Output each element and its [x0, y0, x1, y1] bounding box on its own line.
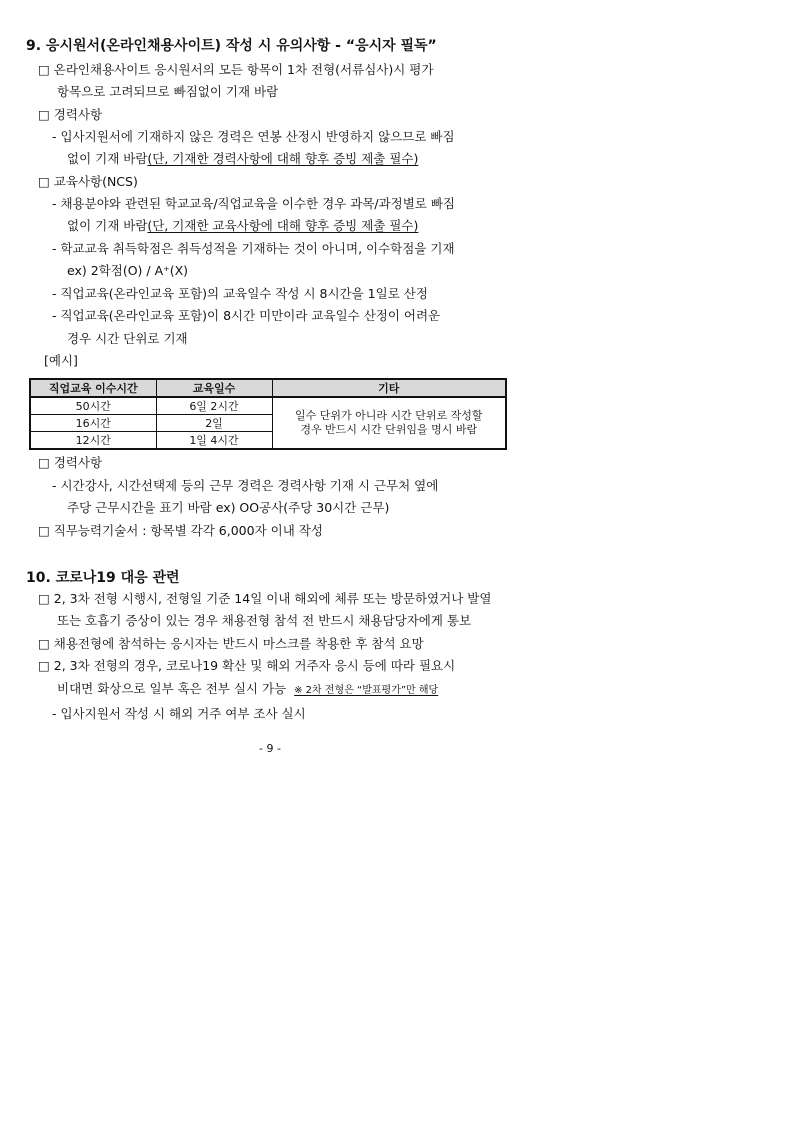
career-line-2-text: 없이 기재 바람 [67, 151, 148, 166]
section-9-item-1-line-1: □ 온라인채용사이트 응시원서의 모든 항목이 1차 전형(서류심사)시 평가 [38, 62, 434, 77]
section-10-item-1-line-2: 또는 호흡기 증상이 있는 경우 채용전형 참석 전 반드시 채용담당자에게 통보 [57, 613, 472, 628]
page-number: - 9 - [259, 742, 281, 755]
section-10-item-4: - 입사지원서 작성 시 해외 거주 여부 조사 실시 [52, 706, 306, 721]
section-10-item-3-note: ※ 2차 전형은 “발표평가”만 해당 [294, 685, 439, 696]
table-row [30, 397, 506, 415]
table-cell-days: 6일 2시간 [156, 397, 272, 415]
table-memo-line-1: 일수 단위가 아니라 시간 단위로 작성할 [295, 409, 483, 422]
section-10-title: 10. 코로나19 대응 관련 [26, 570, 180, 586]
example-label: [예시] [44, 353, 78, 368]
table-cell-memo [272, 397, 506, 449]
career-2-heading: □ 경력사항 [38, 455, 103, 470]
section-10-item-2: □ 채용전형에 참석하는 응시자는 반드시 마스크를 착용한 후 참석 요망 [38, 636, 424, 651]
education-item-4-line-1: - 직업교육(온라인교육 포함)이 8시간 미만이라 교육일수 산정이 어려운 [52, 308, 441, 323]
education-item-1-underlined: (단, 기재한 교육사항에 대해 향후 증빙 제출 필수) [147, 218, 419, 233]
education-item-2-line-2: ex) 2학점(O) / A⁺(X) [67, 263, 189, 278]
table-memo-line-2: 경우 반드시 시간 단위임을 명시 바람 [300, 423, 478, 436]
table-header-row [30, 379, 506, 397]
education-item-1-line-1: - 채용분야와 관련된 학교교육/직업교육을 이수한 경우 과목/과정별로 빠짐 [52, 196, 455, 211]
education-heading: □ 교육사항(NCS) [38, 174, 138, 189]
career-2-line-1: - 시간강사, 시간선택제 등의 근무 경력은 경력사항 기재 시 근무처 옆에 [52, 478, 439, 493]
section-9-title: 9. 응시원서(온라인채용사이트) 작성 시 유의사항 - “응시자 필독” [26, 38, 437, 54]
career-2-line-2: 주당 근무시간을 표기 바람 ex) OO공사(주당 30시간 근무) [67, 500, 390, 515]
career-line-2-underlined: (단, 기재한 경력사항에 대해 향후 증빙 제출 필수) [147, 151, 419, 166]
table-cell-hours: 12시간 [30, 432, 156, 450]
section-10-item-3-text: 비대면 화상으로 일부 혹은 전부 실시 가능 [57, 681, 287, 696]
section-10-item-3-line-1: □ 2, 3차 전형의 경우, 코로나19 확산 및 해외 거주자 응시 등에 따라 필요시 [38, 658, 456, 673]
table-header-other: 기타 [272, 379, 506, 397]
career-line-1: - 입사지원서에 기재하지 않은 경력은 연봉 산정시 반영하지 않으므로 빠짐 [52, 129, 455, 144]
table-cell-days: 2일 [156, 415, 272, 432]
table-cell-days: 1일 4시간 [156, 432, 272, 450]
table-cell-hours: 50시간 [30, 397, 156, 415]
education-item-4-line-2: 경우 시간 단위로 기재 [67, 331, 188, 346]
section-10-item-1-line-1: □ 2, 3차 전형 시행시, 전형일 기준 14일 이내 해외에 체류 또는 방문하였거나 발열 [38, 591, 492, 606]
education-item-2-line-1: - 학교교육 취득학점은 취득성적을 기재하는 것이 아니며, 이수학점을 기재 [52, 241, 455, 256]
table-header-hours: 직업교육 이수시간 [30, 379, 156, 397]
job-statement-item: □ 직무능력기술서 : 항목별 각각 6,000자 이내 작성 [38, 523, 323, 538]
education-item-1-text: 없이 기재 바람 [67, 218, 148, 233]
table-header-days: 교육일수 [156, 379, 272, 397]
career-heading: □ 경력사항 [38, 107, 103, 122]
example-table [29, 378, 507, 450]
section-9-item-1-line-2: 항목으로 고려되므로 빠짐없이 기재 바람 [57, 84, 279, 99]
education-item-3: - 직업교육(온라인교육 포함)의 교육일수 작성 시 8시간을 1일로 산정 [52, 286, 428, 301]
table-cell-hours: 16시간 [30, 415, 156, 432]
career-line-2 [67, 151, 418, 167]
education-item-1-line-2 [67, 218, 418, 234]
section-10-item-3-line-2 [57, 681, 438, 699]
